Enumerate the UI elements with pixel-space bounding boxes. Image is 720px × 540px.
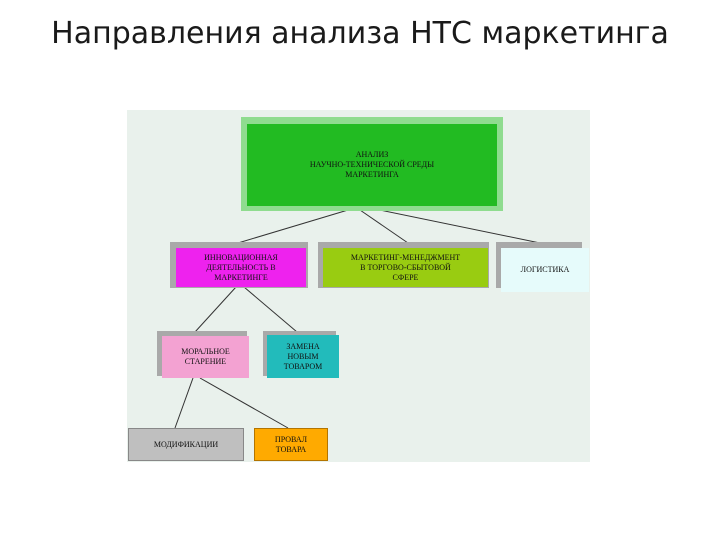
management-node xyxy=(323,248,488,287)
page-title: Направления анализа НТС маркетинга xyxy=(51,16,669,51)
modification-node xyxy=(128,428,244,461)
root-node-label: АНАЛИЗ НАУЧНО-ТЕХНИЧЕСКОЙ СРЕДЫ МАРКЕТИНГА xyxy=(309,150,435,179)
connector-root-management xyxy=(360,210,408,243)
innovation-node-label: ИННОВАЦИОННАЯ ДЕЯТЕЛЬНОСТЬ В МАРКЕТИНГЕ xyxy=(204,252,278,282)
connector-root-innovation xyxy=(238,210,348,243)
connector-root-logistics xyxy=(380,210,540,243)
failure-node-label: ПРОВАЛ ТОВАРА xyxy=(274,434,308,454)
obsolescence-node-label: МОРАЛЬНОЕ СТАРЕНИЕ xyxy=(181,347,230,366)
connector-innovation-replacement xyxy=(244,287,297,332)
connector-innovation-obsolescence xyxy=(195,287,236,332)
logistics-node xyxy=(501,248,589,292)
root-node xyxy=(247,124,497,206)
modification-node-label: МОДИФИКАЦИИ xyxy=(153,439,219,449)
connector-obsolescence-failure xyxy=(200,378,288,428)
connector-obsolescence-modification xyxy=(175,378,193,428)
replacement-node-label: ЗАМЕНА НОВЫМ ТОВАРОМ xyxy=(283,341,323,371)
logistics-node-label: ЛОГИСТИКА xyxy=(520,265,570,274)
replacement-node xyxy=(267,335,339,378)
management-node-label: МАРКЕТИНГ-МЕНЕДЖМЕНТ В ТОРГОВО-СБЫТОВОЙ СФЕРЕ xyxy=(350,252,461,282)
obsolescence-node xyxy=(162,336,249,378)
failure-node xyxy=(254,428,328,461)
innovation-node xyxy=(176,248,306,287)
